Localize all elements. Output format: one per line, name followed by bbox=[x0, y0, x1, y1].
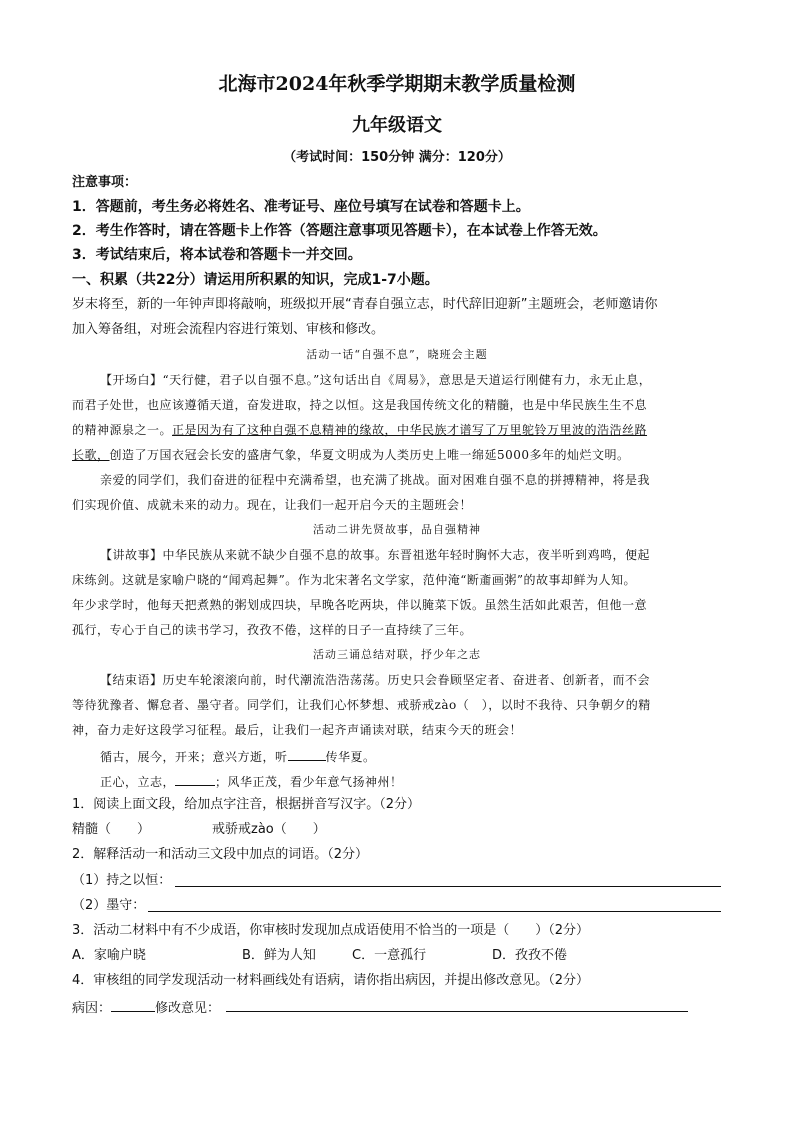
exam-info: （考试时间：150分钟 满分：120分） bbox=[283, 150, 511, 165]
plain-text: 的精神源泉之一。 bbox=[72, 423, 173, 437]
underlined-sentence: 正是因为有了这种自强不息精神的缘故，中华民族才谱写了万里鸵铃万里波的浩浩丝路 bbox=[172, 423, 648, 437]
paragraph-line: 而君子处世，也应该遵循天道，奋发进取，持之以恒。这是我国传统文化的精髓，也是中华民族生生不息 bbox=[72, 398, 648, 412]
paragraph-line: 【讲故事】中华民族从来就不缺少自强不息的故事。东晋祖逖年轻时胸怀大志，夜半听到鸡鸣，便起 bbox=[100, 548, 651, 562]
couplet-text: 传华夏。 bbox=[325, 750, 376, 764]
question-2: 2．解释活动一和活动三文段中加点的词语。（2分） bbox=[72, 847, 369, 862]
couplet-line bbox=[100, 746, 376, 766]
underlined-sentence: 长歌， bbox=[72, 448, 110, 462]
question-1: 1．阅读上面文段，给加点字注音，根据拼音写汉字。（2分） bbox=[72, 797, 421, 812]
couplet-line bbox=[100, 771, 403, 791]
section-heading: 一、积累（共22分）请运用所积累的知识，完成1-7小题。 bbox=[72, 272, 439, 288]
intro-line: 岁末将至，新的一年钟声即将敲响，班级拟开展“青春自强立志，时代辞旧迎新”主题班会，老师邀请你 bbox=[72, 297, 658, 312]
activity-heading: 活动三诵总结对联，抒少年之志 bbox=[313, 648, 481, 661]
q2-label-a: （1）持之以恒： bbox=[72, 873, 172, 888]
notes-heading: 注意事项： bbox=[72, 175, 138, 190]
note-item: 3．考试结束后，将本试卷和答题卡一并交回。 bbox=[72, 247, 362, 263]
couplet-text: 循古，展今，开来；意兴方逝，听 bbox=[100, 750, 288, 764]
q1-answer-b[interactable]: 戒骄戒zào（ ） bbox=[212, 822, 326, 837]
paragraph-line: 孤行，专心于自己的读书学习，孜孜不倦，这样的日子一直持续了三年。 bbox=[72, 623, 473, 637]
q4-answer-row bbox=[72, 997, 220, 1018]
exam-subject: 九年级语文 bbox=[352, 115, 442, 136]
couplet-blank[interactable] bbox=[175, 771, 215, 786]
paragraph-line: 年少求学时，他每天把煮熟的粥划成四块，早晚各吃两块，伴以腌菜下饭。虽然生活如此艰苦，但他一意 bbox=[72, 598, 648, 612]
paragraph-line: 床练剑。这就是家喻户晓的“闻鸡起舞”。作为北宋著名文学家，范仲淹“断齑画粥”的故事却鲜为人知。 bbox=[72, 573, 637, 587]
paragraph-line bbox=[72, 421, 647, 439]
q4-cause-label: 病因： bbox=[72, 1001, 112, 1016]
plain-text: 创造了万国衣冠会长安的盛唐气象，华夏文明成为人类历史上唯一绵延5000多年的灿烂文明。 bbox=[109, 448, 630, 462]
q2-answer-line-b[interactable] bbox=[148, 911, 721, 912]
paragraph-line: 等待犹豫者、懈怠者、墨守者。同学们，让我们心怀梦想、戒骄戒zào（ ），以时不我待、只争朝夕的精 bbox=[72, 698, 651, 712]
paragraph-line: 【结束语】历史车轮滚滚向前，时代潮流浩浩荡荡。历史只会眷顾坚定者、奋进者、创新者，而不会 bbox=[100, 673, 651, 687]
q1-answer-a[interactable]: 精髓（ ） bbox=[72, 822, 151, 837]
paragraph-line: 们实现价值、成就未来的动力。现在，让我们一起开启今天的主题班会！ bbox=[72, 498, 473, 512]
q3-option-d[interactable]: D．孜孜不倦 bbox=[492, 948, 568, 963]
paragraph-line: 神，奋力走好这段学习征程。最后，让我们一起齐声诵读对联，结束今天的班会！ bbox=[72, 723, 523, 737]
q2-answer-line-a[interactable] bbox=[175, 886, 721, 887]
question-4: 4．审核组的同学发现活动一材料画线处有语病，请你指出病因，并提出修改意见。（2分） bbox=[72, 973, 590, 988]
paragraph-line: 亲爱的同学们，我们奋进的征程中充满希望，也充满了挑战。面对困难自强不息的拼搏精神，将是我 bbox=[100, 473, 651, 487]
note-item: 1．答题前，考生务必将姓名、准考证号、座位号填写在试卷和答题卡上。 bbox=[72, 199, 530, 215]
q4-cause-blank[interactable] bbox=[111, 997, 155, 1012]
q4-fix-label: 修改意见： bbox=[155, 1001, 221, 1016]
q3-option-b[interactable]: B．鲜为人知 bbox=[242, 948, 316, 963]
paragraph-line: 【开场白】“天行健，君子以自强不息。”这句话出自《周易》，意思是天道运行刚健有力，永无止息， bbox=[100, 373, 652, 387]
intro-line: 加入筹备组，对班会流程内容进行策划、审核和修改。 bbox=[72, 322, 385, 337]
q3-option-a[interactable]: A．家喻户晓 bbox=[72, 948, 146, 963]
paragraph-line bbox=[72, 446, 630, 464]
q3-option-c[interactable]: C．一意孤行 bbox=[352, 948, 427, 963]
couplet-blank[interactable] bbox=[288, 746, 326, 761]
couplet-text: ；风华正茂，看少年意气扬神州！ bbox=[215, 775, 403, 789]
couplet-text: 正心，立志， bbox=[100, 775, 176, 789]
note-item: 2．考生作答时，请在答题卡上作答（答题注意事项见答题卡），在本试卷上作答无效。 bbox=[72, 223, 607, 239]
activity-heading: 活动一话“自强不息”，晓班会主题 bbox=[306, 348, 488, 361]
q2-label-b: （2）墨守： bbox=[72, 898, 146, 913]
activity-heading: 活动二讲先贤故事，品自强精神 bbox=[313, 523, 481, 536]
q4-fix-answer-line[interactable] bbox=[226, 1011, 688, 1012]
question-3: 3．活动二材料中有不少成语，你审核时发现加点成语使用不恰当的一项是（ ）（2分） bbox=[72, 923, 590, 938]
exam-title: 北海市2024年秋季学期期末教学质量检测 bbox=[218, 73, 576, 95]
